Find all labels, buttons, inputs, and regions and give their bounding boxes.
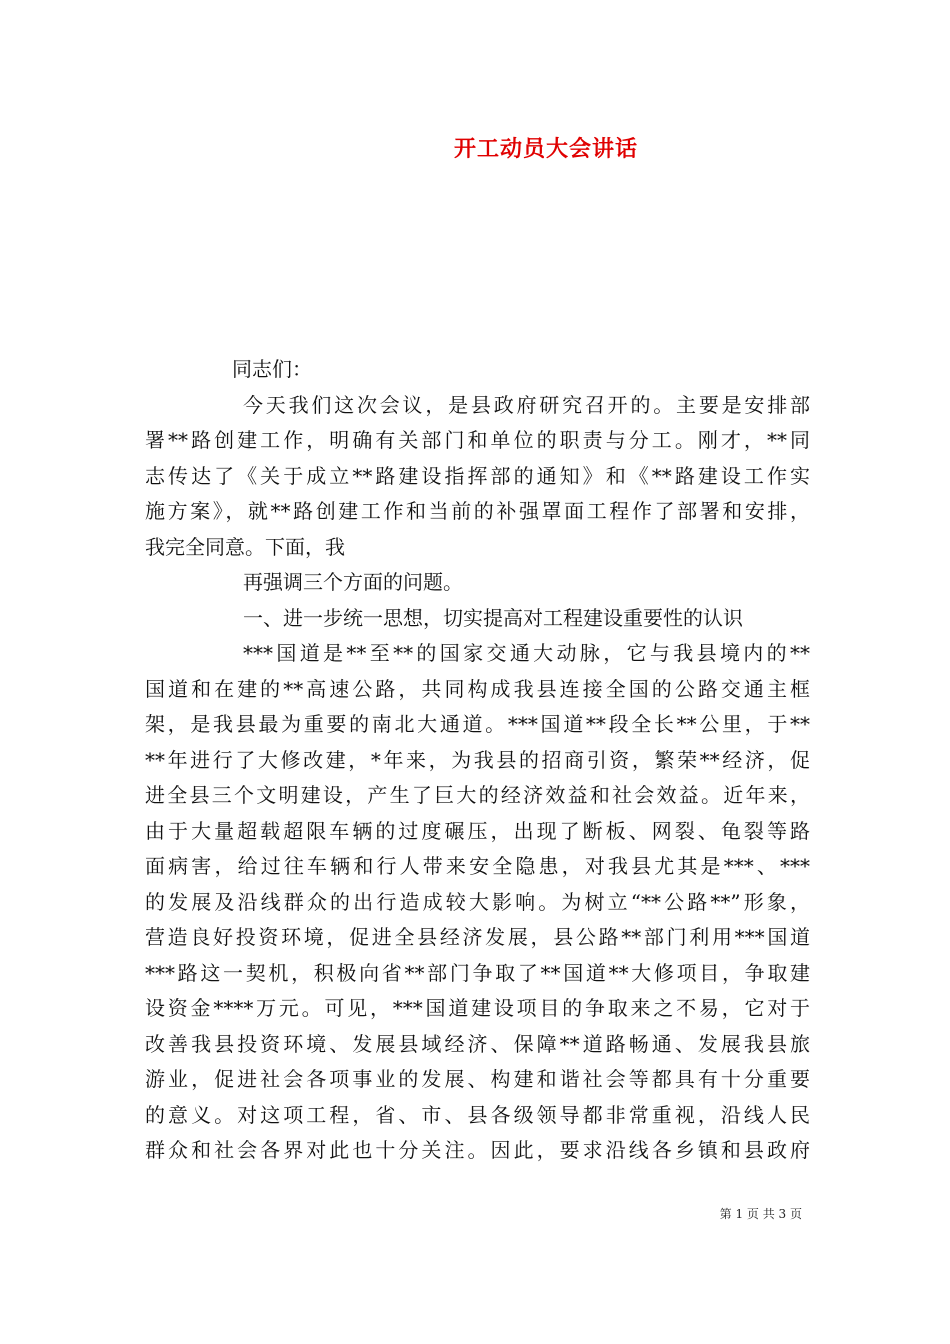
document-body bbox=[145, 352, 810, 1169]
body-line: 施方案》，就**路创建工作和当前的补强罩面工程作了部署和安排， bbox=[145, 499, 810, 523]
body-line: ***路这一契机，积极向省**部门争取了**国道**大修项目，争取建 bbox=[145, 960, 810, 985]
body-line: 进全县三个文明建设，产生了巨大的经济效益和社会效益。近年来， bbox=[145, 783, 810, 807]
body-line: 的意义。对这项工程，省、市、县各级领导都非常重视，沿线人民 bbox=[145, 1102, 810, 1127]
document-title: 开工动员大会讲话 bbox=[453, 136, 638, 162]
body-line: 架，是我县最为重要的南北大通道。***国道**段全长**公里，于** bbox=[145, 712, 810, 736]
body-line: 改善我县投资环境、发展县域经济、保障**道路畅通、发展我县旅 bbox=[145, 1031, 810, 1056]
body-line: 志传达了《关于成立**路建设指挥部的通知》和《**路建设工作实 bbox=[145, 463, 810, 488]
body-line: 署**路创建工作，明确有关部门和单位的职责与分工。刚才，**同 bbox=[145, 428, 810, 452]
body-line: 国道和在建的**高速公路，共同构成我县连接全国的公路交通主框 bbox=[145, 676, 810, 701]
body-line: **年进行了大修改建，*年来，为我县的招商引资，繁荣**经济，促 bbox=[145, 747, 810, 772]
section-heading: 一、进一步统一思想，切实提高对工程建设重要性的认识 bbox=[243, 605, 743, 630]
body-line: 面病害，给过往车辆和行人带来安全隐患，对我县尤其是***、*** bbox=[145, 854, 810, 878]
body-line: 设资金****万元。可见，***国道建设项目的争取来之不易，它对于 bbox=[145, 996, 810, 1020]
body-line: 游业，促进社会各项事业的发展、构建和谐社会等都具有十分重要 bbox=[145, 1067, 810, 1091]
body-line: 群众和社会各界对此也十分关注。因此，要求沿线各乡镇和县政府 bbox=[145, 1138, 810, 1162]
body-line: 我完全同意。下面，我 bbox=[145, 534, 345, 559]
page-number: 第 1 页 共 3 页 bbox=[719, 1207, 802, 1221]
body-line: 由于大量超载超限车辆的过度碾压，出现了断板、网裂、龟裂等路 bbox=[145, 818, 810, 843]
body-line: 的发展及沿线群众的出行造成较大影响。为树立“**公路**”形象， bbox=[145, 889, 810, 914]
body-line: 再强调三个方面的问题。 bbox=[243, 570, 463, 594]
body-line: 今天我们这次会议，是县政府研究召开的。主要是安排部 bbox=[243, 392, 810, 417]
body-line: 营造良好投资环境，促进全县经济发展，县公路**部门利用***国道 bbox=[145, 925, 810, 949]
greeting-line: 同志们： bbox=[232, 357, 312, 381]
body-line: ***国道是**至**的国家交通大动脉，它与我县境内的** bbox=[243, 641, 810, 665]
